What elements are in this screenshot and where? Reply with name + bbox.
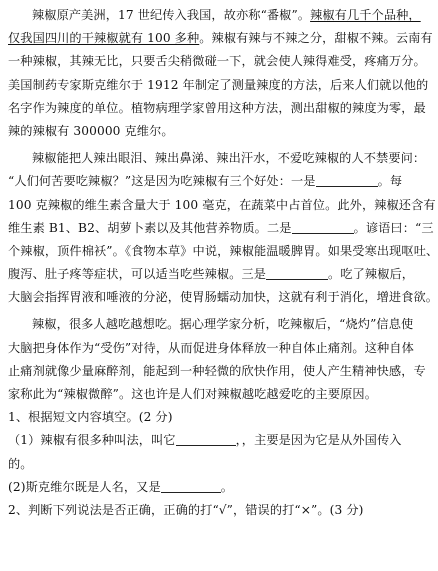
paragraph-3	[8, 313, 426, 406]
text-line: 100 克辣椒的维生素含量大于 100 毫克，在蔬菜中占首位。此外，辣椒还含有	[8, 197, 436, 212]
paragraph-2	[8, 147, 438, 309]
answer-blank[interactable]	[161, 480, 221, 493]
question-2	[8, 499, 404, 522]
text-line: 的。	[8, 456, 33, 471]
underlined-text: 辣椒有几千个品种，	[310, 8, 421, 22]
text-line: 个辣椒，顶件棉袄”。《食物本草》中说，辣椒能温暖脾胃。如果受寒出现呕吐、	[8, 243, 438, 258]
text-line: 大脑会指挥胃液和唾液的分泌，使胃肠蠕动加快，这就有利于消化，增进食欲。	[8, 290, 438, 305]
question-1	[8, 406, 404, 499]
text: 维生素 B1、B2、胡萝卜素以及其他营养物质。二是	[8, 220, 292, 235]
text: 。谚语曰：“三	[353, 220, 434, 235]
text: 。吃了辣椒后，	[328, 267, 415, 282]
answer-blank[interactable]	[316, 174, 378, 187]
text-line: 家称此为“辣椒微醉”。这也许是人们对辣椒越吃越爱吃的主要原因。	[8, 387, 377, 401]
question-title: 1、根据短文内容填空。(2 分)	[8, 410, 173, 425]
text-line: 名字作为辣度的单位。植物病理学家曾用这种方法，测出甜椒的辣度为零，最	[8, 100, 426, 115]
answer-blank[interactable]	[176, 433, 236, 446]
answer-blank[interactable]	[292, 221, 354, 234]
text-line: 辣椒，很多人越吃越想吃。据心理学家分析，吃辣椒后，“烧灼”信息使	[32, 317, 414, 332]
paragraph-1	[8, 4, 433, 143]
text-line: 辣的辣椒有 300000 克维尔。	[8, 123, 174, 138]
answer-blank[interactable]	[266, 267, 328, 280]
text: “人们何苦要吃辣椒？”这是因为吃辣椒有三个好处：一是	[8, 174, 316, 189]
text-line: 一种辣椒，其辣无比，只要舌尖稍微碰一下，就会使人辣得难受，疼痛万分。	[8, 54, 426, 69]
text: 辣椒原产美洲，17 世纪传入我国，故亦称“番椒”。	[32, 8, 311, 22]
text: (2)斯克维尔既是人名，又是	[8, 479, 161, 494]
text: 。辣椒有辣与不辣之分，甜椒不辣。云南有	[199, 31, 433, 46]
text: （1）辣椒有很多种叫法，叫它	[8, 433, 176, 448]
text: 。每	[377, 174, 403, 189]
text: ，，主要是因为它是从外国传入	[235, 433, 402, 448]
text-line: 辣椒能把人辣出眼泪、辣出鼻涕、辣出汗水，不爱吃辣椒的人不禁要问：	[32, 151, 426, 166]
text-line: 止痛剂就像少量麻醉剂，能起到一种轻微的欣快作用，使人产生精神快感，专	[8, 363, 426, 378]
question-title: 2、判断下列说法是否正确，正确的打“√”，错误的打“×”。(3 分)	[8, 502, 364, 517]
underlined-text: 仅我国四川的干辣椒就有 100 多种	[8, 31, 200, 46]
text-line: 美国制药专家斯克维尔于 1912 年制定了测量辣度的方法，后来人们就以他的	[8, 77, 429, 92]
text: 腹泻、肚子疼等症状，可以适当吃些辣椒。三是	[8, 267, 267, 282]
text-line: 大脑把身体作为“受伤”对待，从而促进身体释放一种自体止痛剂。这种自体	[8, 340, 414, 355]
text: 。	[220, 479, 234, 494]
